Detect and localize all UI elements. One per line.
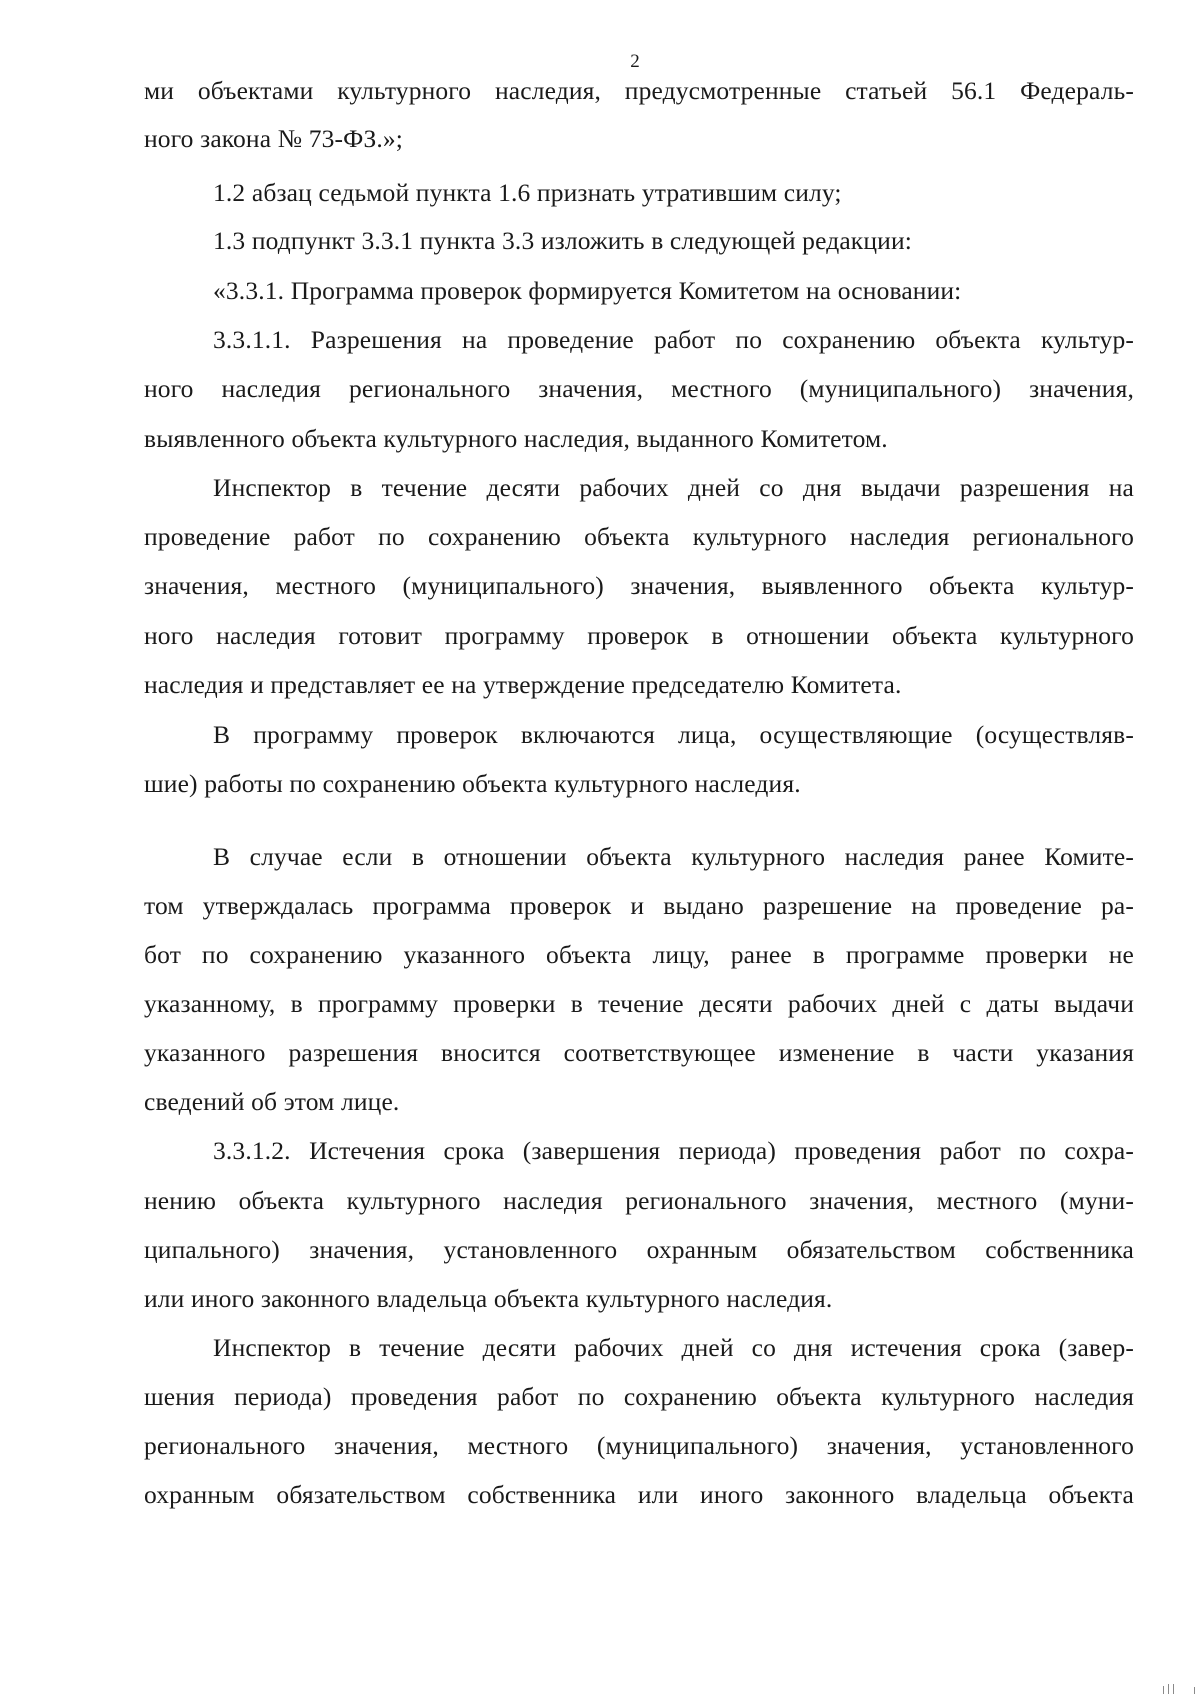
text-line: 1.2 абзац седьмой пункта 1.6 признать утратившим силу; <box>213 178 842 207</box>
text-line: или иного законного владельца объекта культурного наследия. <box>144 1284 833 1313</box>
scan-artifact <box>1194 1687 1195 1694</box>
text-line: ного наследия регионального значения, местного (муниципального) значения, <box>144 374 1134 403</box>
text-line: шения периода) проведения работ по сохранению объекта культурного наследия <box>144 1382 1134 1411</box>
text-line: бот по сохранению указанного объекта лицу, ранее в программе проверки не <box>144 940 1134 969</box>
text-line: указанного разрешения вносится соответствующее изменение в части указания <box>144 1038 1134 1067</box>
text-line: 3.3.1.1. Разрешения на проведение работ по сохранению объекта культур- <box>213 325 1134 354</box>
text-line: том утверждалась программа проверок и выдано разрешение на проведение ра- <box>144 891 1134 920</box>
text-line: выявленного объекта культурного наследия, выданного Комитетом. <box>144 424 888 453</box>
text-line: наследия и представляет ее на утверждение председателю Комитета. <box>144 670 902 699</box>
text-line: регионального значения, местного (муниципального) значения, установленного <box>144 1431 1134 1460</box>
scan-artifact <box>1168 1684 1169 1694</box>
text-line: шие) работы по сохранению объекта культурного наследия. <box>144 769 801 798</box>
text-line: Инспектор в течение десяти рабочих дней со дня истечения срока (завер- <box>213 1333 1134 1362</box>
text-line: Инспектор в течение десяти рабочих дней со дня выдачи разрешения на <box>213 473 1134 502</box>
text-line: проведение работ по сохранению объекта культурного наследия регионального <box>144 522 1134 551</box>
scan-artifact <box>1173 1684 1174 1694</box>
text-line: нению объекта культурного наследия регионального значения, местного (муни- <box>144 1186 1134 1215</box>
text-line: 1.3 подпункт 3.3.1 пункта 3.3 изложить в следующей редакции: <box>213 226 912 255</box>
page-number: 2 <box>630 51 640 72</box>
text-line: ципального) значения, установленного охранным обязательством собственника <box>144 1235 1134 1264</box>
text-line: значения, местного (муниципального) значения, выявленного объекта культур- <box>144 571 1134 600</box>
text-line: ми объектами культурного наследия, предусмотренные статьей 56.1 Федераль- <box>144 76 1134 105</box>
text-line: В программу проверок включаются лица, осуществляющие (осуществляв- <box>213 720 1134 749</box>
text-line: ного наследия готовит программу проверок в отношении объекта культурного <box>144 621 1134 650</box>
text-line: В случае если в отношении объекта культурного наследия ранее Комите- <box>213 842 1134 871</box>
text-line: ного закона № 73-ФЗ.»; <box>144 124 404 153</box>
text-line: указанному, в программу проверки в течение десяти рабочих дней с даты выдачи <box>144 989 1134 1018</box>
text-line: охранным обязательством собственника или иного законного владельца объекта <box>144 1480 1134 1509</box>
text-line: «3.3.1. Программа проверок формируется Комитетом на основании: <box>213 276 962 305</box>
scan-artifact <box>1163 1686 1164 1694</box>
text-line: 3.3.1.2. Истечения срока (завершения периода) проведения работ по сохра- <box>213 1136 1134 1165</box>
text-line: сведений об этом лице. <box>144 1087 400 1116</box>
